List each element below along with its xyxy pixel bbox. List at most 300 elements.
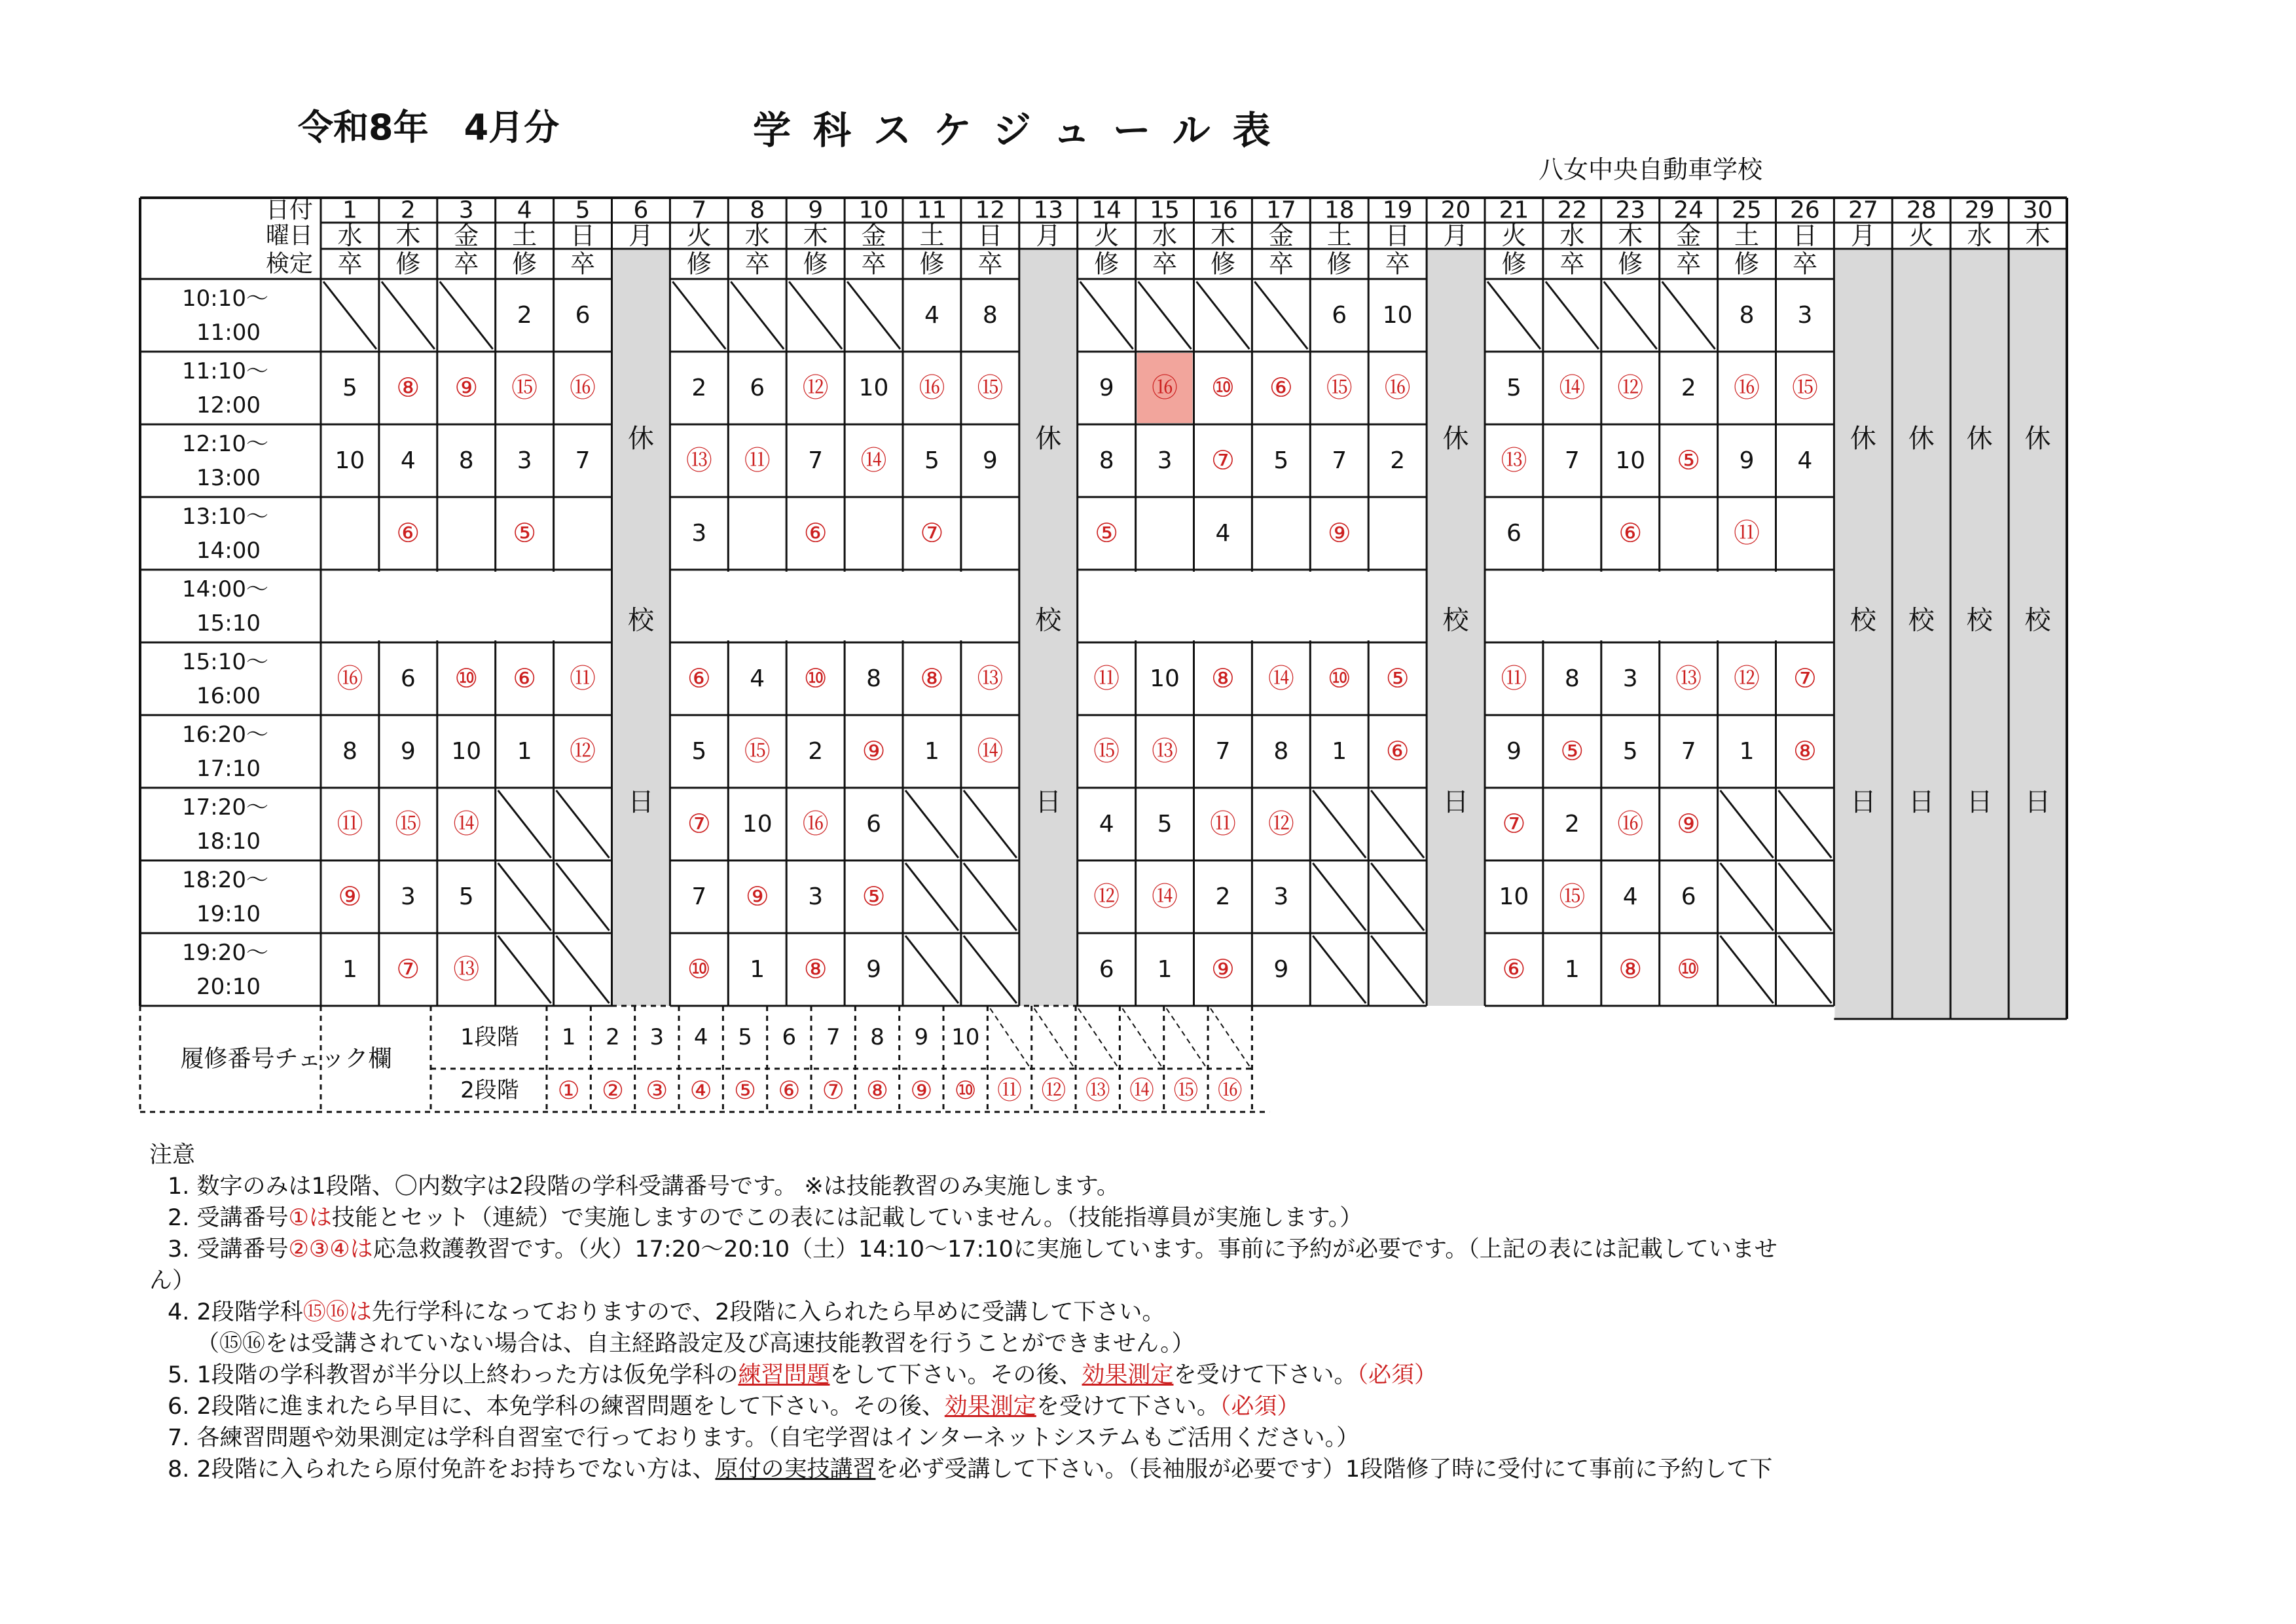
schedule-cell: 2	[1215, 883, 1231, 910]
time-start: 13:10～	[182, 504, 268, 530]
schedule-cell: 3	[1797, 302, 1813, 329]
holiday-text: 休	[1035, 424, 1062, 454]
holiday-text: 日	[1035, 787, 1062, 818]
time-end: 16:00	[196, 683, 261, 709]
diagonal-slash	[498, 790, 551, 858]
schedule-cell: ⑯	[1734, 373, 1760, 403]
schedule-cell: ⑩	[1327, 663, 1351, 694]
schedule-cell: 3	[400, 883, 416, 910]
schedule-cell: ⑮	[1093, 736, 1120, 767]
header-exam-label: 検定	[265, 250, 313, 278]
time-end: 12:00	[196, 392, 261, 418]
header-date-label: 日付	[265, 196, 313, 224]
schedule-cell: ⑮	[977, 373, 1004, 403]
schedule-cell: ⑭	[453, 809, 480, 840]
schedule-cell: 10	[1615, 447, 1646, 474]
check-slash	[990, 1008, 1029, 1066]
schedule-cell: 9	[1739, 447, 1755, 474]
header-exam: 修	[1210, 249, 1235, 278]
schedule-cell: 10	[742, 811, 773, 838]
schedule-cell: 6	[575, 302, 591, 329]
holiday-text: 日	[2024, 787, 2051, 818]
header-weekday: 木	[395, 221, 421, 250]
merged-row-mask	[726, 572, 730, 640]
holiday-text: 日	[1850, 787, 1876, 818]
header-weekday: 月	[628, 221, 653, 250]
merged-row-mask	[1658, 572, 1662, 640]
time-start: 16:20～	[182, 722, 268, 748]
schedule-cell: ⑬	[977, 663, 1004, 694]
holiday-text: 校	[1908, 605, 1935, 636]
diagonal-slash	[1487, 282, 1540, 349]
header-weekday: 月	[1850, 221, 1876, 250]
header-date: 13	[1033, 196, 1064, 224]
header-date: 4	[517, 196, 532, 224]
schedule-cell: ⑯	[1384, 373, 1411, 403]
diagonal-slash	[1604, 282, 1657, 349]
time-end: 19:10	[196, 901, 261, 927]
schedule-cell: 5	[342, 375, 357, 401]
schedule-cell: 6	[1099, 956, 1114, 983]
schedule-cell: 8	[342, 738, 357, 765]
header-weekday: 月	[1036, 221, 1061, 250]
schedule-cell: 3	[1622, 665, 1638, 692]
diagonal-slash	[964, 936, 1017, 1003]
schedule-cell: 8	[1273, 738, 1289, 765]
schedule-cell: ⑭	[860, 445, 887, 476]
schedule-cell: 5	[691, 738, 707, 765]
schedule-cell: 2	[1681, 375, 1696, 401]
schedule-cell: ⑭	[1152, 881, 1178, 912]
schedule-cell: ⑪	[337, 809, 363, 840]
merged-row-mask	[1716, 572, 1720, 640]
schedule-cell: ⑨	[1211, 954, 1235, 985]
schedule-cell: ⑯	[1617, 809, 1644, 840]
holiday-text: 校	[1035, 605, 1062, 636]
time-end: 14:00	[196, 538, 261, 564]
diagonal-slash	[905, 936, 958, 1003]
diagonal-slash	[905, 863, 958, 931]
header-date: 28	[1906, 196, 1937, 224]
diagonal-slash	[498, 936, 551, 1003]
merged-row-mask	[1192, 572, 1196, 640]
check-stage2-cell: ①	[557, 1076, 580, 1105]
schedule-cell: ⑦	[1211, 445, 1235, 476]
header-weekday: 水	[1152, 221, 1178, 250]
check-stage2-cell: ⑧	[866, 1076, 889, 1105]
schedule-cell: ⑮	[1791, 373, 1818, 403]
schedule-cell: 1	[342, 956, 357, 983]
check-stage2-cell: ⑤	[733, 1076, 757, 1105]
header-weekday: 水	[337, 221, 363, 250]
schedule-cell: 3	[517, 447, 532, 474]
schedule-cell: 10	[1382, 302, 1413, 329]
header-weekday: 日	[1385, 221, 1410, 250]
schedule-cell: ⑥	[1385, 736, 1410, 767]
header-exam: 修	[1326, 249, 1352, 278]
schedule-cell: 1	[924, 738, 939, 765]
merged-row-mask	[1541, 572, 1545, 640]
schedule-cell: 7	[691, 883, 707, 910]
check-stage2-cell: ⑬	[1085, 1076, 1110, 1105]
header-date: 15	[1150, 196, 1180, 224]
header-weekday: 木	[803, 221, 828, 250]
schedule-cell: ⑦	[687, 809, 711, 840]
time-start: 12:10～	[182, 431, 268, 457]
check-stage1-cell: 4	[693, 1024, 708, 1050]
schedule-cell: 4	[1215, 520, 1231, 547]
header-date: 26	[1790, 196, 1820, 224]
merged-row-mask	[1250, 572, 1254, 640]
header-exam: 卒	[454, 249, 479, 278]
schedule-cell: 8	[1564, 665, 1580, 692]
header-date: 23	[1615, 196, 1646, 224]
schedule-cell: 7	[808, 447, 824, 474]
diagonal-slash	[1313, 863, 1366, 931]
schedule-cell: ⑫	[1617, 373, 1644, 403]
schedule-cell: ⑬	[685, 445, 712, 476]
schedule-cell: ⑨	[745, 881, 769, 912]
holiday-text: 休	[2024, 424, 2051, 454]
merged-row-mask	[552, 572, 556, 640]
schedule-cell: ⑦	[1502, 809, 1526, 840]
schedule-cell: 1	[1332, 738, 1347, 765]
schedule-cell: ⑧	[803, 954, 828, 985]
schedule-cell: ⑬	[453, 954, 480, 985]
schedule-cell: ⑪	[1734, 518, 1760, 549]
header-date: 19	[1382, 196, 1413, 224]
holiday-text: 校	[627, 605, 654, 636]
schedule-cell: 7	[1215, 738, 1231, 765]
schedule-cell: ⑧	[920, 663, 944, 694]
schedule-cell: ⑫	[802, 373, 829, 403]
schedule-cell: 6	[1332, 302, 1347, 329]
time-end: 11:00	[196, 320, 261, 346]
holiday-text: 日	[1442, 787, 1469, 818]
schedule-cell: 4	[924, 302, 939, 329]
check-stage1-cell: 6	[782, 1024, 797, 1050]
check-stage2-cell: ⑩	[954, 1076, 977, 1105]
diagonal-slash	[440, 282, 493, 349]
schedule-cell: ⑯	[570, 373, 596, 403]
header-weekday: 水	[744, 221, 770, 250]
header-date: 12	[975, 196, 1006, 224]
header-exam: 卒	[744, 249, 770, 278]
schedule-cell: ⑤	[513, 518, 537, 549]
header-weekday: 土	[1326, 221, 1352, 250]
header-exam: 卒	[1268, 249, 1294, 278]
merged-row-mask	[843, 572, 847, 640]
header-exam: 卒	[1152, 249, 1178, 278]
schedule-cell: 4	[1797, 447, 1813, 474]
header-date: 14	[1091, 196, 1122, 224]
check-slash	[1122, 1008, 1161, 1066]
schedule-cell: 6	[1506, 520, 1522, 547]
holiday-text: 日	[627, 787, 654, 818]
header-date: 22	[1557, 196, 1588, 224]
note-8: 8. 2段階に入られたら原付免許をお持ちでない方は、原付の実技講習を必ず受講して下さい。（長袖服が必要です）1段階修了時に受付にて事前に予約して下	[168, 1456, 1773, 1483]
check-stage2-cell: ③	[646, 1076, 668, 1105]
header-date: 2	[400, 196, 416, 224]
header-exam: 修	[803, 249, 828, 278]
check-stage1-cell: 1	[561, 1024, 576, 1050]
schedule-cell: 7	[1681, 738, 1696, 765]
header-weekday: 水	[1559, 221, 1585, 250]
schedule-cell: 5	[458, 883, 474, 910]
schedule-cell: 9	[866, 956, 882, 983]
schedule-cell: 1	[1564, 956, 1580, 983]
header-date: 17	[1266, 196, 1296, 224]
schedule-cell: ⑤	[1095, 518, 1119, 549]
schedule-cell: 8	[866, 665, 882, 692]
header-date: 1	[342, 196, 357, 224]
header-weekday: 火	[1094, 221, 1120, 250]
header-exam: 修	[1094, 249, 1120, 278]
header-weekday: 火	[1501, 221, 1527, 250]
header-date: 8	[750, 196, 765, 224]
header-date: 9	[808, 196, 824, 224]
schedule-cell: ⑫	[1734, 663, 1760, 694]
schedule-cell: 9	[400, 738, 416, 765]
schedule-cell: ⑥	[396, 518, 420, 549]
header-weekday: 日	[1792, 221, 1817, 250]
schedule-cell: 9	[1506, 738, 1522, 765]
schedule-cell: ⑯	[1152, 373, 1178, 403]
diagonal-slash	[964, 790, 1017, 858]
header-date: 11	[917, 196, 947, 224]
schedule-cell: ⑧	[1618, 954, 1643, 985]
header-weekday: 日	[570, 221, 596, 250]
schedule-cell: ⑫	[570, 736, 596, 767]
check-slash	[1078, 1008, 1117, 1066]
diagonal-slash	[382, 282, 435, 349]
merged-row-mask	[1774, 572, 1778, 640]
diagonal-slash	[556, 936, 610, 1003]
header-date: 7	[691, 196, 707, 224]
header-date: 5	[575, 196, 591, 224]
schedule-cell: ⑬	[1675, 663, 1702, 694]
header-exam: 卒	[337, 249, 363, 278]
time-start: 15:10～	[182, 649, 268, 675]
schedule-cell: 1	[517, 738, 532, 765]
header-weekday: 木	[1210, 221, 1235, 250]
schedule-cell: 5	[1157, 811, 1173, 838]
schedule-cell: 8	[1739, 302, 1755, 329]
note-1: 1. 数字のみは1段階、〇内数字は2段階の学科受講番号です。 ※は技能教習のみ実施します。	[168, 1173, 1120, 1200]
notes-heading: 注意	[149, 1142, 196, 1168]
header-date: 29	[1964, 196, 1995, 224]
schedule-cell: 3	[1157, 447, 1173, 474]
check-stage1-cell: 10	[951, 1024, 980, 1050]
header-weekday: 土	[512, 221, 538, 250]
schedule-cell: 10	[335, 447, 365, 474]
period-label: 令和8年 4月分	[298, 107, 560, 148]
schedule-cell: 6	[400, 665, 416, 692]
diagonal-slash	[789, 282, 842, 349]
schedule-cell: ⑥	[1269, 373, 1293, 403]
schedule-cell: ⑧	[1793, 736, 1817, 767]
header-weekday: 火	[686, 221, 712, 250]
schedule-cell: 8	[982, 302, 998, 329]
merged-row-mask	[494, 572, 498, 640]
schedule-cell: ⑤	[862, 881, 886, 912]
merged-row-mask	[1308, 572, 1312, 640]
schedule-cell: ⑪	[1209, 809, 1236, 840]
diagonal-slash	[1139, 282, 1192, 349]
header-exam: 修	[1734, 249, 1760, 278]
schedule-cell: ⑪	[1501, 663, 1527, 694]
header-date: 20	[1440, 196, 1471, 224]
schedule-cell: ⑭	[977, 736, 1004, 767]
schedule-cell: 3	[1273, 883, 1289, 910]
holiday-text: 休	[1442, 424, 1469, 454]
schedule-cell: 9	[1099, 375, 1114, 401]
schedule-cell: ⑭	[1559, 373, 1586, 403]
schedule-cell: ⑨	[454, 373, 479, 403]
header-exam: 卒	[570, 249, 596, 278]
schedule-cell: 4	[750, 665, 765, 692]
header-weekday: 木	[2025, 221, 2050, 250]
check-stage2-cell: ⑥	[778, 1076, 801, 1105]
check-stage1-cell: 5	[738, 1024, 752, 1050]
note-4: 4. 2段階学科⑮⑯は先行学科になっておりますので、2段階に入られたら早めに受講して下さい。	[168, 1299, 1165, 1325]
check-stage1-cell: 9	[914, 1024, 929, 1050]
schedule-cell: ⑦	[920, 518, 944, 549]
check-title: 履修番号チェック欄	[180, 1045, 392, 1073]
header-exam: 卒	[1385, 249, 1410, 278]
check-stage2-cell: ⑪	[997, 1076, 1023, 1105]
header-weekday: 月	[1443, 221, 1468, 250]
schedule-cell: 6	[1681, 883, 1696, 910]
merged-row-mask	[901, 572, 905, 640]
header-exam: 修	[686, 249, 712, 278]
time-start: 18:20～	[182, 867, 268, 893]
note-4-cont: （⑮⑯をは受講されていない場合は、自主経路設定及び高速技能教習を行うことができません。）	[196, 1331, 1195, 1357]
schedule-cell: 2	[808, 738, 824, 765]
schedule-cell: ⑮	[395, 809, 422, 840]
time-end: 20:10	[196, 974, 261, 1000]
time-start: 10:10～	[182, 286, 268, 312]
diagonal-slash	[1371, 936, 1424, 1003]
schedule-cell: ⑪	[744, 445, 771, 476]
schedule-cell: 10	[451, 738, 482, 765]
check-stage2-cell: ②	[601, 1076, 625, 1105]
check-stage2-label: 2段階	[460, 1077, 519, 1103]
note-7: 7. 各練習問題や効果測定は学科自習室で行っております。（自宅学習はインターネットシステムもご活用ください。）	[168, 1425, 1360, 1451]
schedule-cell: ⑮	[744, 736, 771, 767]
header-exam: 卒	[861, 249, 886, 278]
schedule-cell: ⑥	[1502, 954, 1526, 985]
schedule-cell: ⑥	[687, 663, 711, 694]
header-weekday: 金	[861, 221, 886, 250]
header-date: 10	[858, 196, 889, 224]
schedule-cell: ⑫	[1093, 881, 1120, 912]
merged-row-mask	[1366, 572, 1370, 640]
diagonal-slash	[1779, 863, 1832, 931]
merged-row-mask	[377, 572, 381, 640]
time-end: 13:00	[196, 465, 261, 491]
schedule-cell: 5	[1622, 738, 1638, 765]
schedule-cell: ⑥	[1618, 518, 1643, 549]
check-slash	[1211, 1008, 1249, 1066]
header-date: 18	[1324, 196, 1355, 224]
check-slash	[1167, 1008, 1205, 1066]
diagonal-slash	[847, 282, 900, 349]
time-end: 17:10	[196, 756, 261, 782]
diagonal-slash	[1779, 790, 1832, 858]
schedule-cell: 4	[1622, 883, 1638, 910]
diagonal-slash	[498, 863, 551, 931]
header-weekday: 金	[1268, 221, 1294, 250]
holiday-text: 休	[627, 424, 654, 454]
schedule-cell: ⑪	[1093, 663, 1120, 694]
schedule-cell: 3	[808, 883, 824, 910]
check-stage1-cell: 7	[826, 1024, 841, 1050]
header-exam: 卒	[1559, 249, 1585, 278]
schedule-cell: 1	[750, 956, 765, 983]
schedule-cell: 10	[1499, 883, 1529, 910]
check-stage2-cell: ⑦	[822, 1076, 845, 1105]
check-stage1-cell: 3	[649, 1024, 665, 1050]
schedule-cell: 6	[866, 811, 882, 838]
holiday-text: 休	[1908, 424, 1935, 454]
schedule-cell: 9	[1273, 956, 1289, 983]
header-date: 21	[1499, 196, 1529, 224]
header-weekday: 金	[454, 221, 479, 250]
check-slash	[1034, 1008, 1073, 1066]
schedule-cell: 3	[691, 520, 707, 547]
time-start: 14:00～	[182, 576, 268, 602]
schedule-cell: ⑧	[1211, 663, 1235, 694]
schedule-cell: 5	[1506, 375, 1522, 401]
diagonal-slash	[1254, 282, 1307, 349]
schedule-cell: ⑥	[513, 663, 537, 694]
diagonal-slash	[1313, 936, 1366, 1003]
note-3-cont: ん）	[149, 1268, 196, 1294]
schedule-cell: ⑤	[1560, 736, 1584, 767]
diagonal-slash	[556, 790, 610, 858]
merged-row-mask	[784, 572, 788, 640]
header-date: 16	[1208, 196, 1238, 224]
holiday-text: 校	[2024, 605, 2051, 636]
schedule-cell: ⑬	[1152, 736, 1178, 767]
header-date: 30	[2022, 196, 2053, 224]
schedule-cell: 8	[1099, 447, 1114, 474]
header-weekday: 土	[1734, 221, 1760, 250]
check-stage2-cell: ⑨	[910, 1076, 933, 1105]
schedule-cell: 1	[1739, 738, 1755, 765]
header-weekday: 水	[1967, 221, 1992, 250]
header-exam: 卒	[977, 249, 1003, 278]
schedule-cell: ⑨	[338, 881, 362, 912]
time-end: 18:10	[196, 828, 261, 855]
diagonal-slash	[672, 282, 725, 349]
header-exam: 修	[919, 249, 945, 278]
schedule-cell: 1	[1157, 956, 1173, 983]
diagonal-slash	[1371, 790, 1424, 858]
header-weekday: 火	[1908, 221, 1934, 250]
diagonal-slash	[1721, 790, 1774, 858]
diagonal-slash	[1546, 282, 1599, 349]
schedule-cell: 10	[1150, 665, 1180, 692]
diagonal-slash	[1313, 790, 1366, 858]
header-date: 24	[1673, 196, 1704, 224]
schedule-cell: 2	[1390, 447, 1406, 474]
schedule-cell: ⑤	[1677, 445, 1701, 476]
check-stage1-label: 1段階	[460, 1024, 519, 1050]
schedule-cell: ⑤	[1385, 663, 1410, 694]
schedule-cell: ⑩	[1211, 373, 1235, 403]
